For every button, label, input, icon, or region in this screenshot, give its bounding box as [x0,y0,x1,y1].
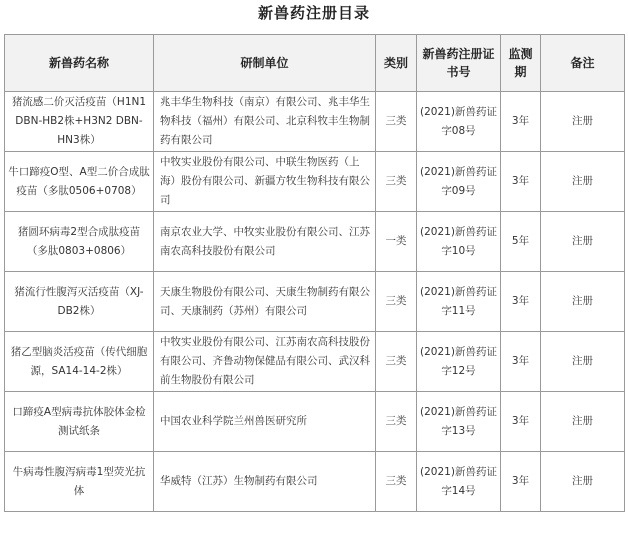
drug-name: 牛病毒性腹泻病毒1型荧光抗体 [5,452,154,512]
monitoring-period: 3年 [501,92,541,152]
developer: 天康生物股份有限公司、天康生物制药有限公司、天康制药（苏州）有限公司 [154,272,376,332]
developer: 华威特（江苏）生物制药有限公司 [154,452,376,512]
drug-name: 猪圆环病毒2型合成肽疫苗（多肽0803+0806） [5,212,154,272]
drug-name: 猪流感二价灭活疫苗（H1N1 DBN-HB2株+H3N2 DBN-HN3株） [5,92,154,152]
cert-number: (2021)新兽药证字09号 [417,152,501,212]
remark: 注册 [541,212,625,272]
table-row [5,272,625,332]
category: 三类 [376,452,417,512]
remark: 注册 [541,452,625,512]
category: 三类 [376,92,417,152]
table-row [5,332,625,392]
remark: 注册 [541,152,625,212]
remark: 注册 [541,272,625,332]
header-row [5,35,625,92]
table-row [5,212,625,272]
cert-number: (2021)新兽药证字08号 [417,92,501,152]
cert-number: (2021)新兽药证字12号 [417,332,501,392]
cert-number: (2021)新兽药证字14号 [417,452,501,512]
developer: 中国农业科学院兰州兽医研究所 [154,392,376,452]
page-title: 新兽药注册目录 [257,4,370,22]
cert-number: (2021)新兽药证字13号 [417,392,501,452]
drug-name: 口蹄疫A型病毒抗体胶体金检测试纸条 [5,392,154,452]
header-category: 类别 [376,35,417,92]
developer: 中牧实业股份有限公司、中联生物医药（上海）股份有限公司、新疆方牧生物科技有限公司 [154,152,376,212]
table-row [5,452,625,512]
monitoring-period: 5年 [501,212,541,272]
monitoring-period: 3年 [501,152,541,212]
remark: 注册 [541,332,625,392]
monitoring-period: 3年 [501,332,541,392]
remark: 注册 [541,392,625,452]
table-row [5,392,625,452]
header-unit: 研制单位 [154,35,376,92]
header-name: 新兽药名称 [5,35,154,92]
developer: 中牧实业股份有限公司、江苏南农高科技股份有限公司、齐鲁动物保健品有限公司、武汉科前生物股份有限公司 [154,332,376,392]
drug-name: 猪流行性腹泻灭活疫苗（XJ-DB2株） [5,272,154,332]
developer: 兆丰华生物科技（南京）有限公司、兆丰华生物科技（福州）有限公司、北京科牧丰生物制药有限公司 [154,92,376,152]
header-cert: 新兽药注册证书号 [417,35,501,92]
category: 三类 [376,392,417,452]
monitoring-period: 3年 [501,392,541,452]
table-row [5,152,625,212]
monitoring-period: 3年 [501,452,541,512]
drug-name: 猪乙型脑炎活疫苗（传代细胞源，SA14-14-2株） [5,332,154,392]
cert-number: (2021)新兽药证字10号 [417,212,501,272]
table-row [5,92,625,152]
category: 三类 [376,332,417,392]
developer: 南京农业大学、中牧实业股份有限公司、江苏南农高科技股份有限公司 [154,212,376,272]
registration-table [4,34,625,512]
header-note: 备注 [541,35,625,92]
remark: 注册 [541,92,625,152]
category: 三类 [376,272,417,332]
monitoring-period: 3年 [501,272,541,332]
category: 三类 [376,152,417,212]
drug-name: 牛口蹄疫O型、A型二价合成肽疫苗（多肽0506+0708） [5,152,154,212]
cert-number: (2021)新兽药证字11号 [417,272,501,332]
category: 一类 [376,212,417,272]
header-period: 监测期 [501,35,541,92]
